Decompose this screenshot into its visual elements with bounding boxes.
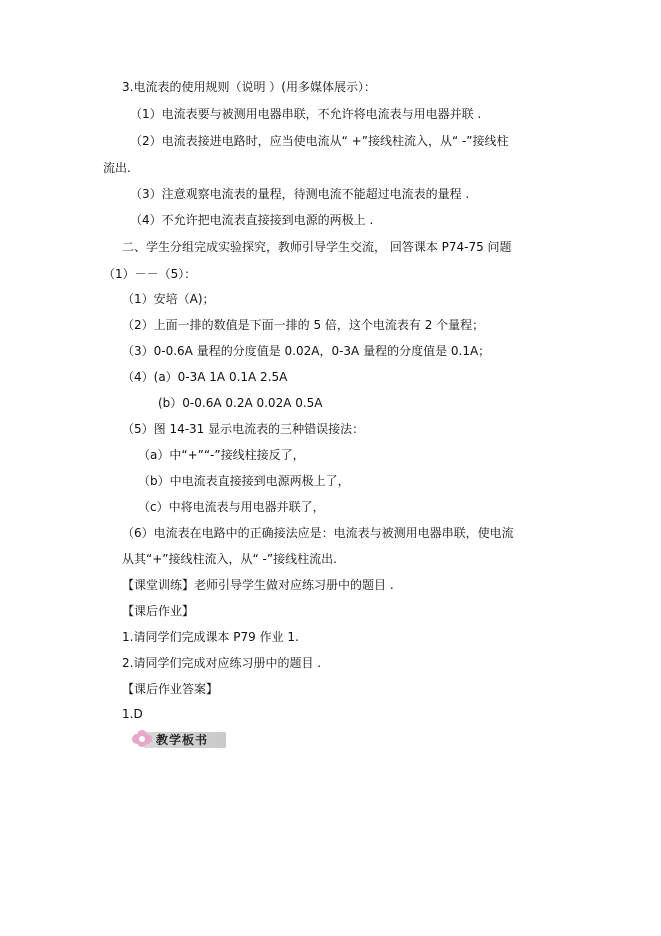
text-line: (b）0-0.6A 0.2A 0.02A 0.5A — [158, 396, 323, 410]
text-line: 1.请同学们完成课本 P79 作业 1. — [122, 630, 299, 644]
text-line: （1）安培（A)； — [122, 292, 215, 306]
text-line: 3.电流表的使用规则（说明 ）(用多媒体展示）： — [122, 80, 376, 94]
text-line: 流出. — [103, 161, 131, 175]
text-line: （a）中“+”“-”接线柱接反了， — [138, 448, 305, 462]
text-line: 2.请同学们完成对应练习册中的题目 . — [122, 656, 322, 670]
text-line: （5）图 14-31 显示电流表的三种错误接法： — [122, 422, 365, 436]
text-line: 1.D — [122, 707, 143, 721]
flower-icon — [130, 728, 154, 750]
text-line: （b）中电流表直接接到电源两极上了， — [138, 474, 350, 488]
text-line: 二、学生分组完成实验探究，教师引导学生交流， 回答课本 P74-75 问题 — [122, 240, 512, 254]
text-line: 【课后作业】 — [122, 604, 195, 618]
text-line: 【课后作业答案】 — [122, 682, 219, 696]
teaching-board-seal — [130, 728, 228, 750]
text-line: 【课堂训练】老师引导学生做对应练习册中的题目 . — [122, 578, 394, 592]
text-line: （1）－－（5）： — [103, 267, 197, 281]
seal-label: 教学板书 — [156, 733, 209, 747]
text-line: （3）0-0.6A 量程的分度值是 0.02A，0-3A 量程的分度值是 0.1A； — [122, 344, 491, 358]
text-line: （2）上面一排的数值是下面一排的 5 倍，这个电流表有 2 个量程； — [122, 318, 485, 332]
text-line: （4）不允许把电流表直接接到电源的两极上 . — [130, 213, 374, 227]
text-line: （6）电流表在电路中的正确接法应是：电流表与被测用电器串联，使电流 — [122, 526, 514, 540]
text-line: （c）中将电流表与用电器并联了， — [138, 500, 325, 514]
text-line: （1）电流表要与被测用电器串联，不允许将电流表与用电器并联 . — [130, 107, 482, 121]
text-line: （2）电流表接进电路时，应当使电流从“ +”接线柱流入，从“ -”接线柱 — [130, 134, 509, 148]
text-line: （3）注意观察电流表的量程，待测电流不能超过电流表的量程 . — [130, 187, 470, 201]
text-line: 从其“+”接线柱流入，从“ -”接线柱流出. — [122, 552, 337, 566]
text-line: （4）(a）0-3A 1A 0.1A 2.5A — [122, 370, 288, 384]
